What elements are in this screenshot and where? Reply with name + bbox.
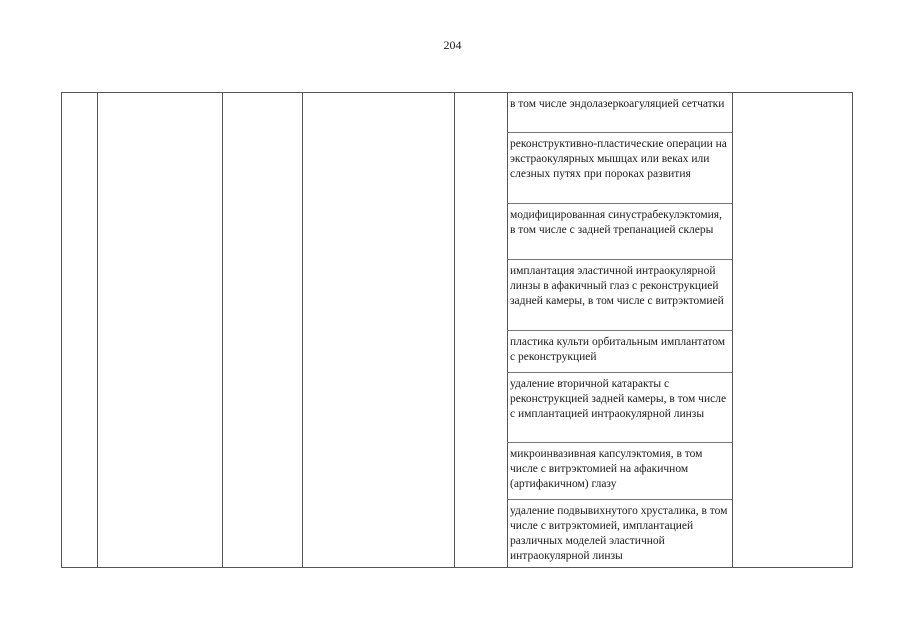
medical-procedures-table (61, 92, 853, 568)
column-divider (732, 93, 733, 567)
column-divider (97, 93, 98, 567)
procedure-cell: имплантация эластичной интраокулярной линзы в афакичный глаз с реконструкцией задней камеры, в том числе с витрэктомией (507, 260, 732, 331)
procedures-column (507, 93, 732, 567)
procedure-cell: реконструктивно-пластические операции на экстраокулярных мышцах или веках или слезных путях при пороках развития (507, 133, 732, 204)
procedure-cell: модифицированная синустрабекулэктомия, в том числе с задней трепанацией склеры (507, 204, 732, 260)
procedure-cell: микроинвазивная капсулэктомия, в том числе с витрэктомией на афакичном (артифакичном) глазу (507, 443, 732, 500)
column-divider (222, 93, 223, 567)
procedure-cell: пластика культи орбитальным имплантатом с реконструкцией (507, 331, 732, 373)
procedure-cell: в том числе эндолазеркоагуляцией сетчатки (507, 93, 732, 133)
column-divider (302, 93, 303, 567)
procedure-cell: удаление вторичной катаракты с реконструкцией задней камеры, в том числе с имплантацией интраокулярной линзы (507, 373, 732, 443)
page-number: 204 (443, 38, 462, 52)
procedure-cell: удаление подвывихнутого хрусталика, в том числе с витрэктомией, имплантацией различных моделей эластичной интраокулярной линзы (510, 505, 728, 562)
column-divider (454, 93, 455, 567)
